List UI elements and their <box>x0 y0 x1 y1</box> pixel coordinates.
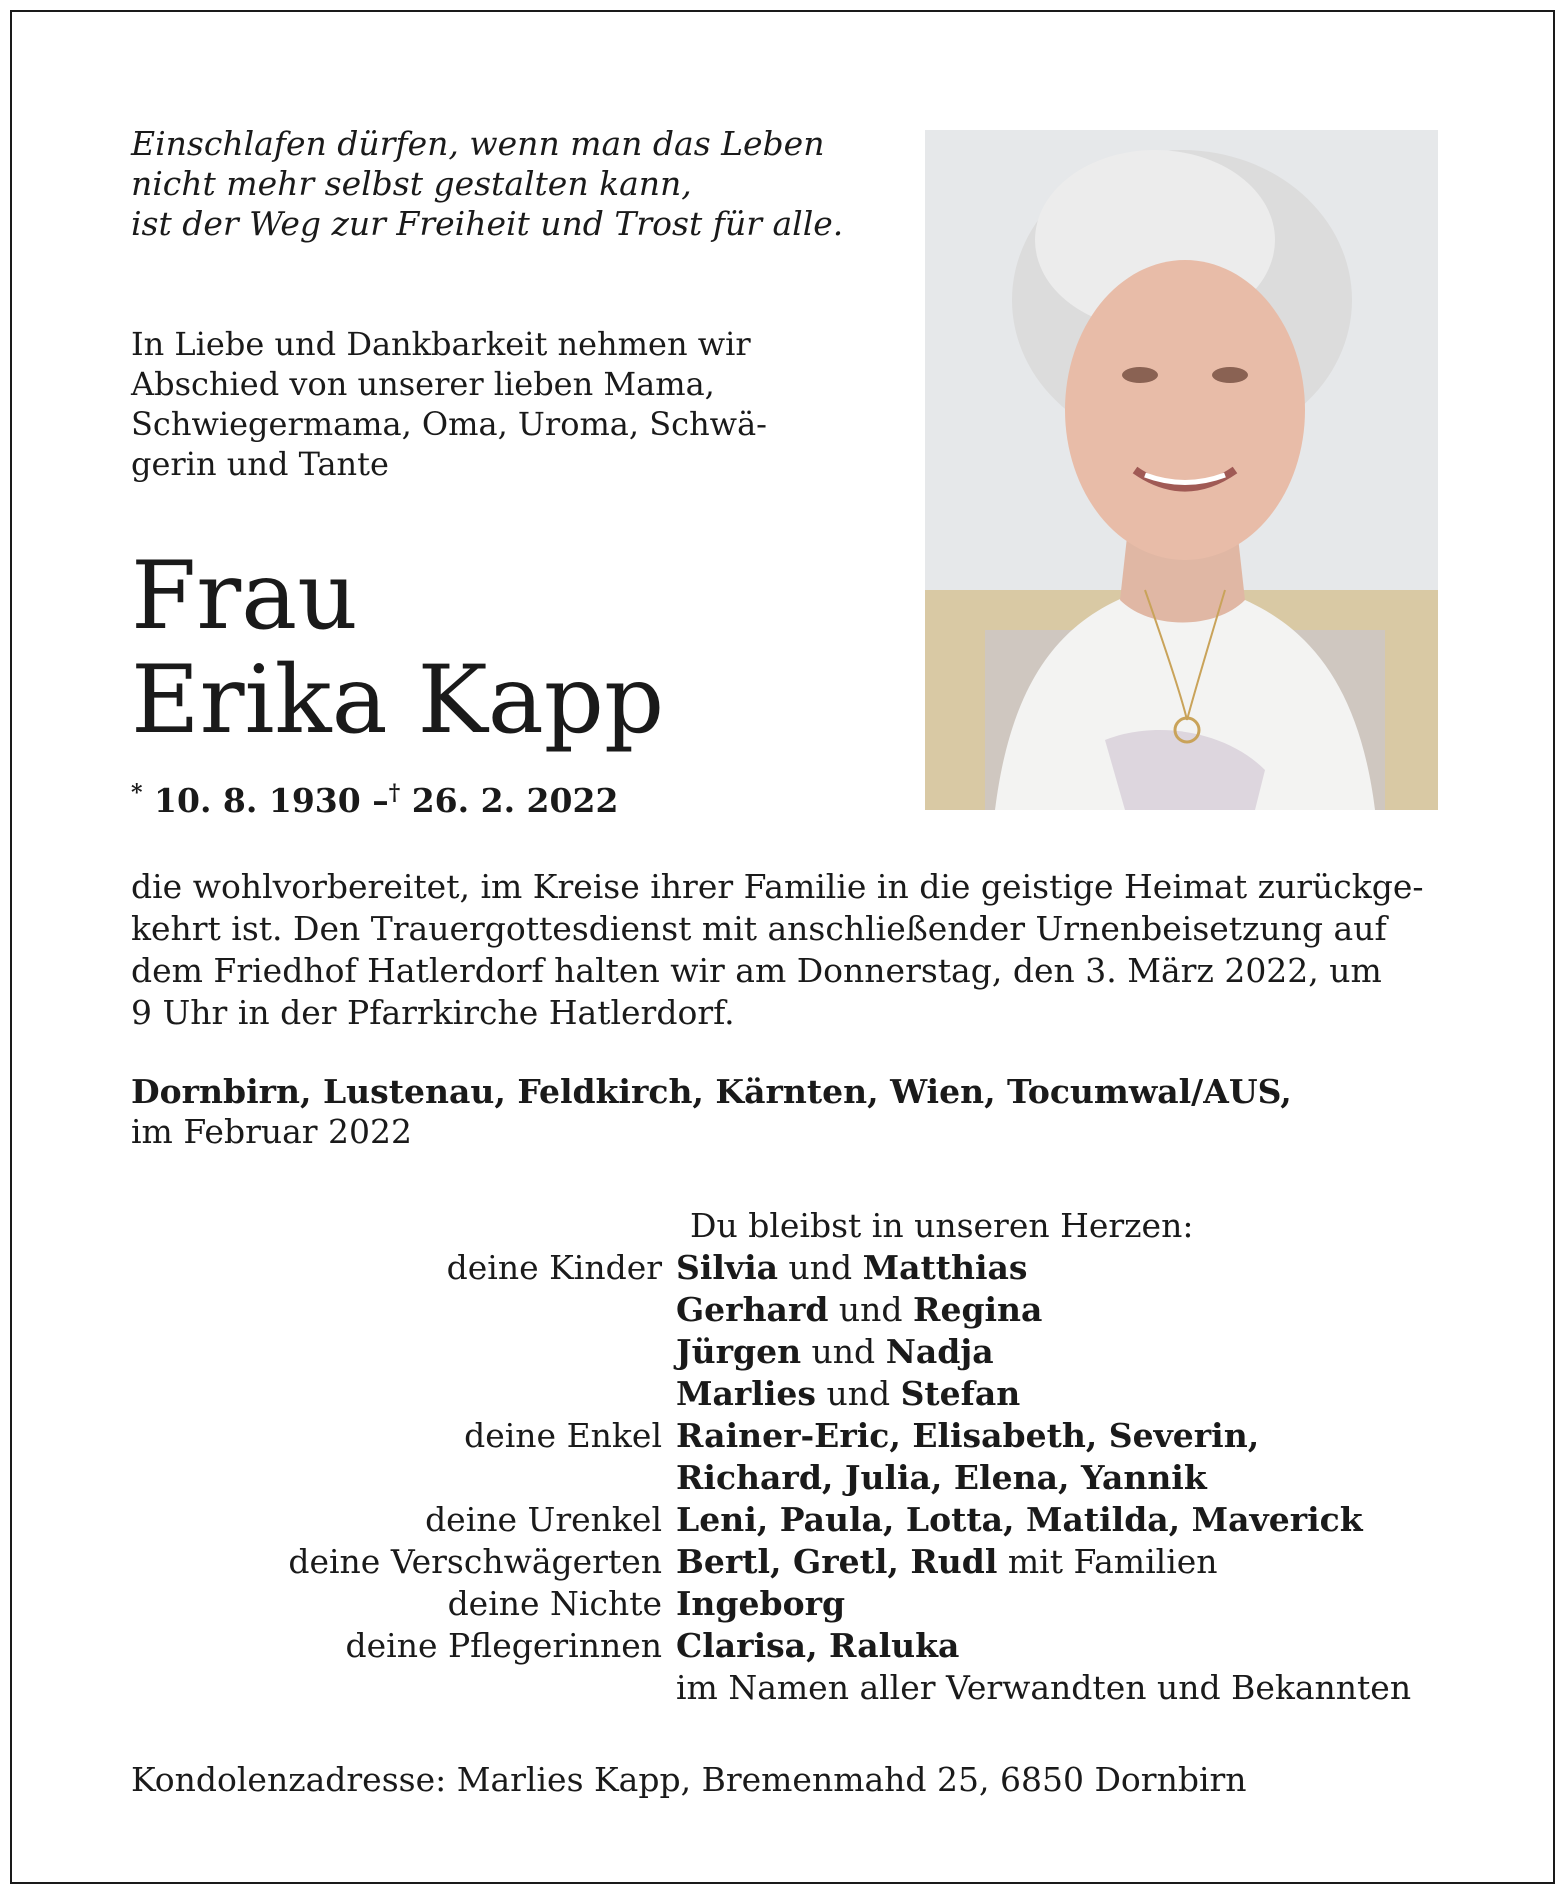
member-connector: und <box>828 1290 914 1329</box>
body-line: 9 Uhr in der Pfarrkirche Hatlerdorf. <box>131 993 735 1032</box>
relation-label <box>0 1373 676 1415</box>
body-line: kehrt ist. Den Trauergottesdienst mit anschließender Urnenbeisetzung auf <box>131 909 1387 948</box>
member-name: Rainer-Eric, Elisabeth, Severin, <box>676 1416 1260 1455</box>
family-row <box>0 1373 1567 1415</box>
places-block <box>131 1072 1292 1152</box>
relation-label: deine Kinder <box>446 1248 662 1287</box>
places-date: im Februar 2022 <box>131 1112 413 1151</box>
family-members <box>676 1457 1207 1499</box>
family-members <box>676 1625 959 1667</box>
member-name: Stefan <box>900 1374 1021 1413</box>
member-name: Regina <box>913 1290 1043 1329</box>
family-row <box>0 1247 1567 1289</box>
family-row <box>0 1457 1567 1499</box>
member-name: Ingeborg <box>676 1584 846 1623</box>
member-name: Richard, Julia, Elena, Yannik <box>676 1458 1207 1497</box>
motto-verse <box>131 124 844 244</box>
family-members <box>676 1499 1363 1541</box>
birth-date: 10. 8. 1930 <box>154 781 361 820</box>
name-full: Erika Kapp <box>131 646 665 755</box>
member-connector: und <box>815 1374 901 1413</box>
date-separator: – <box>372 781 389 820</box>
family-row <box>0 1583 1567 1625</box>
motto-line: nicht mehr selbst gestalten kann, <box>131 164 692 203</box>
death-date: 26. 2. 2022 <box>411 781 619 820</box>
deceased-name <box>131 542 665 755</box>
life-dates <box>131 780 618 820</box>
member-name: Nadja <box>885 1332 994 1371</box>
name-title: Frau <box>131 542 358 651</box>
family-members <box>676 1289 1042 1331</box>
motto-line: ist der Weg zur Freiheit und Trost für alle. <box>131 204 844 243</box>
family-row <box>0 1289 1567 1331</box>
family-members <box>676 1373 1020 1415</box>
member-name: Matthias <box>862 1248 1028 1287</box>
member-name: Clarisa, Raluka <box>676 1626 960 1665</box>
relation-label: deine Verschwägerten <box>288 1542 662 1581</box>
relation-label <box>0 1331 676 1373</box>
member-connector: und <box>801 1332 886 1371</box>
member-name: Gerhard <box>676 1290 829 1329</box>
relation-label: deine Urenkel <box>425 1500 662 1539</box>
family-row <box>0 1541 1567 1583</box>
family-row <box>0 1499 1567 1541</box>
body-line: dem Friedhof Hatlerdorf halten wir am Donnerstag, den 3. März 2022, um <box>131 951 1382 990</box>
portrait-photo-icon <box>925 130 1438 810</box>
intro-text <box>131 324 811 484</box>
member-connector: im Namen aller Verwandten und Bekannten <box>676 1668 1412 1707</box>
family-row <box>0 1667 1567 1709</box>
family-members <box>676 1331 994 1373</box>
body-line: die wohlvorbereitet, im Kreise ihrer Familie in die geistige Heimat zurückge- <box>131 867 1424 906</box>
relation-label: deine Nichte <box>447 1584 662 1623</box>
relation-label <box>0 1667 676 1709</box>
family-list <box>0 1205 1567 1709</box>
birth-symbol: * <box>131 780 143 806</box>
relation-label: deine Enkel <box>464 1416 662 1455</box>
relation-label <box>0 1457 676 1499</box>
portrait-photo <box>925 130 1438 810</box>
member-name: Silvia <box>676 1248 778 1287</box>
family-members <box>676 1247 1028 1289</box>
member-name: Leni, Paula, Lotta, Matilda, Maverick <box>676 1500 1363 1539</box>
family-members <box>676 1415 1259 1457</box>
places-list: Dornbirn, Lustenau, Feldkirch, Kärnten, Wien, Tocumwal/AUS, <box>131 1072 1292 1111</box>
member-name: Jürgen <box>676 1332 802 1371</box>
motto-line: Einschlafen dürfen, wenn man das Leben <box>131 124 825 163</box>
intro-line: Schwiegermama, Oma, Uroma, Schwä- <box>131 405 767 443</box>
member-name: Marlies <box>676 1374 816 1413</box>
relation-label: deine Pflegerinnen <box>345 1626 662 1665</box>
intro-line: gerin und Tante <box>131 445 389 483</box>
member-connector: mit Familien <box>997 1542 1218 1581</box>
family-row <box>0 1331 1567 1373</box>
family-members <box>676 1667 1411 1709</box>
condolence-address: Kondolenzadresse: Marlies Kapp, Bremenmahd 25, 6850 Dornbirn <box>131 1760 1247 1799</box>
family-row <box>0 1625 1567 1667</box>
intro-line: In Liebe und Dankbarkeit nehmen wir <box>131 325 751 363</box>
member-connector: und <box>778 1248 863 1287</box>
death-symbol: † <box>388 780 401 806</box>
family-members <box>676 1583 845 1625</box>
member-name: Bertl, Gretl, Rudl <box>676 1542 998 1581</box>
intro-line: Abschied von unserer lieben Mama, <box>131 365 715 403</box>
family-members <box>676 1541 1218 1583</box>
family-heading: Du bleibst in unseren Herzen: <box>690 1206 1194 1245</box>
service-announcement <box>131 866 1441 1034</box>
relation-label <box>0 1289 676 1331</box>
family-row <box>0 1415 1567 1457</box>
